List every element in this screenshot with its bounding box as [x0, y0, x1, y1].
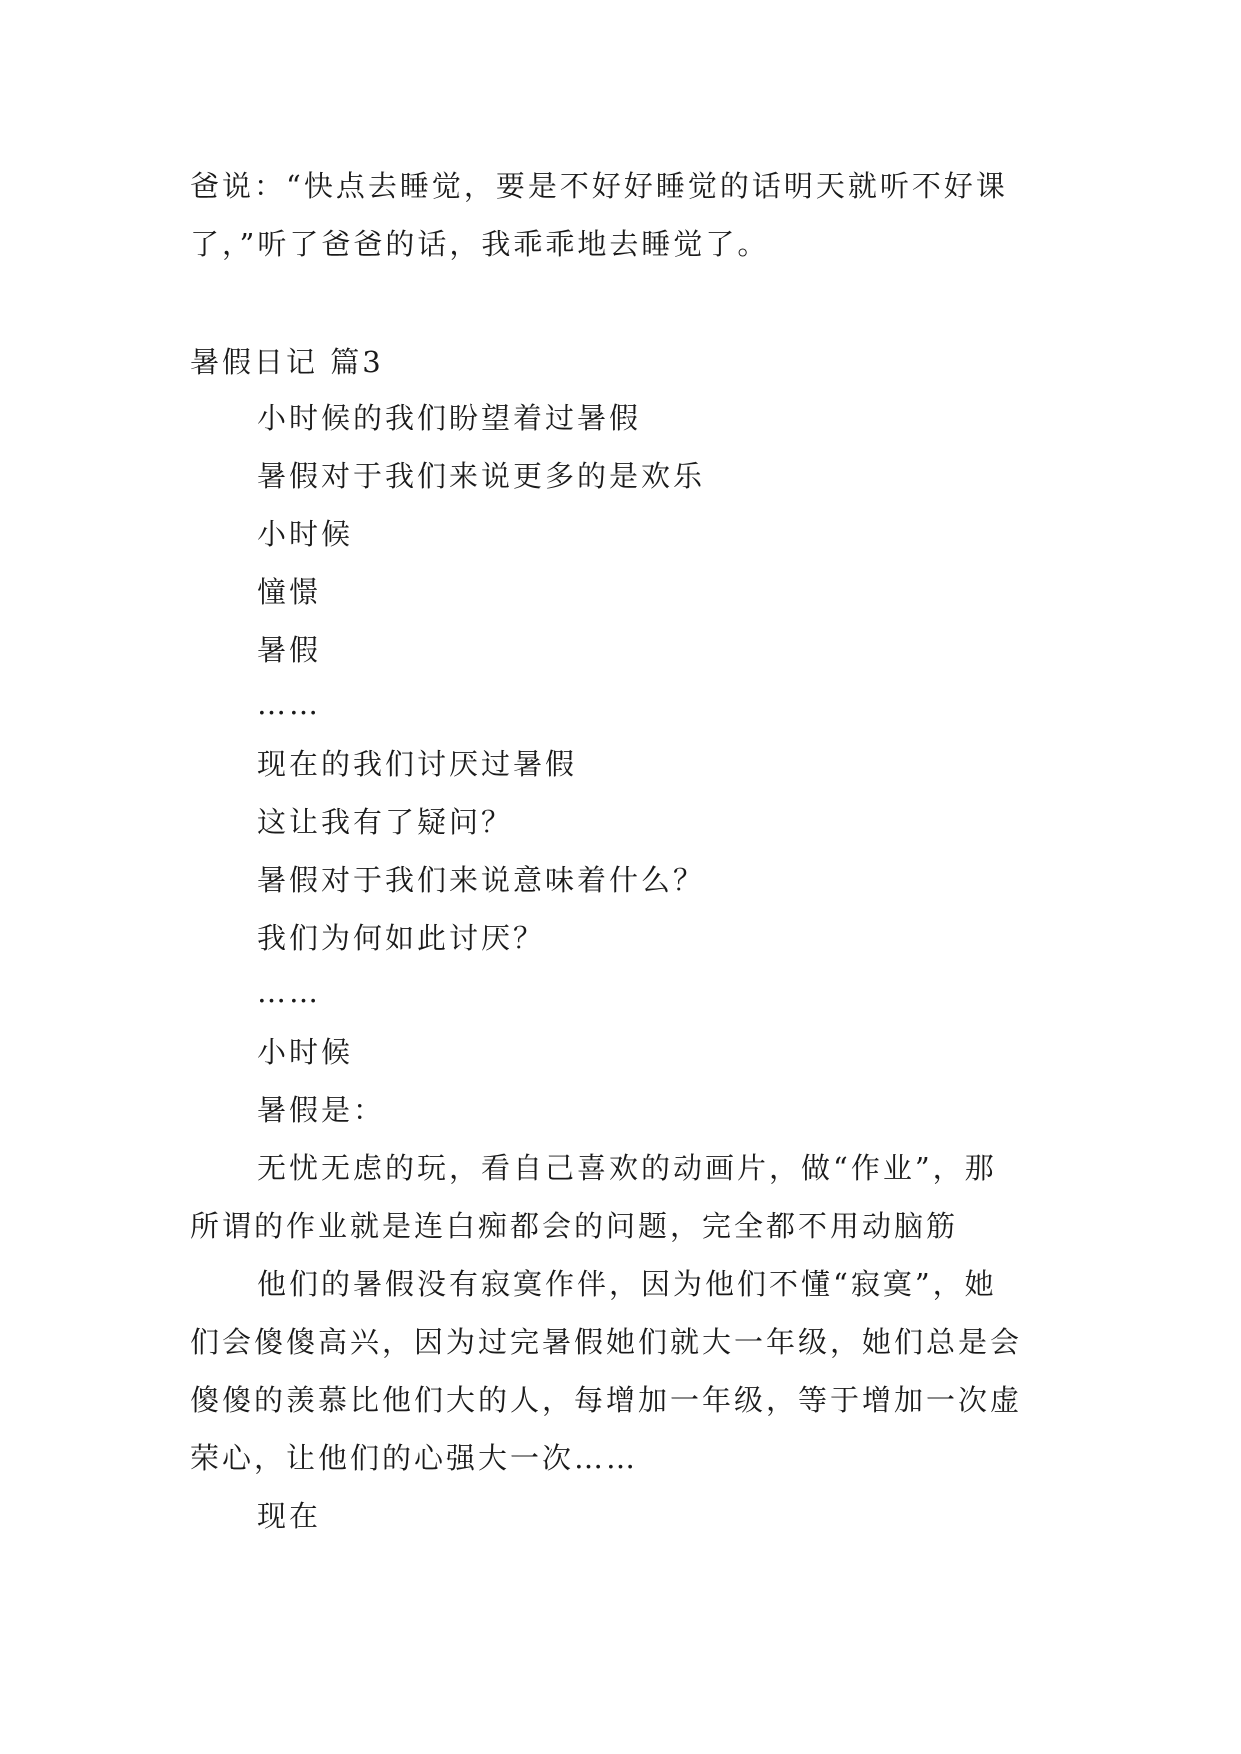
body-line: 暑假对于我们来说更多的是欢乐: [257, 459, 706, 493]
section-title: 暑假日记 篇3: [190, 345, 384, 379]
paragraph-line: 了，”听了爸爸的话，我乖乖地去睡觉了。: [190, 227, 770, 261]
body-line: 小时候: [257, 517, 354, 551]
body-line: 他们的暑假没有寂寞作伴，因为他们不懂“寂寞”，她: [257, 1267, 997, 1301]
body-line: 小时候: [257, 1035, 354, 1069]
body-line: 现在的我们讨厌过暑假: [257, 747, 578, 781]
body-line: 们会傻傻高兴，因为过完暑假她们就大一年级，她们总是会: [190, 1325, 1023, 1359]
body-line: 小时候的我们盼望着过暑假: [257, 401, 642, 435]
ellipsis-line: ……: [257, 687, 321, 721]
body-line: 暑假: [257, 633, 322, 667]
ellipsis-line: ……: [257, 975, 321, 1009]
body-line: 暑假对于我们来说意味着什么？: [257, 863, 706, 897]
paragraph-line: 爸说：“快点去睡觉，要是不好好睡觉的话明天就听不好课: [190, 169, 1008, 203]
body-line: 所谓的作业就是连白痴都会的问题，完全都不用动脑筋: [190, 1209, 959, 1243]
body-line: 我们为何如此讨厌？: [257, 921, 546, 955]
body-line: 这让我有了疑问？: [257, 805, 514, 839]
body-line: 傻傻的羡慕比他们大的人，每增加一年级，等于增加一次虚: [190, 1383, 1023, 1417]
body-line: 现在: [257, 1499, 322, 1533]
body-line: 荣心，让他们的心强大一次……: [190, 1441, 639, 1475]
body-line: 暑假是：: [257, 1093, 386, 1127]
body-line: 无忧无虑的玩，看自己喜欢的动画片，做“作业”，那: [257, 1151, 997, 1185]
body-line: 憧憬: [257, 575, 322, 609]
